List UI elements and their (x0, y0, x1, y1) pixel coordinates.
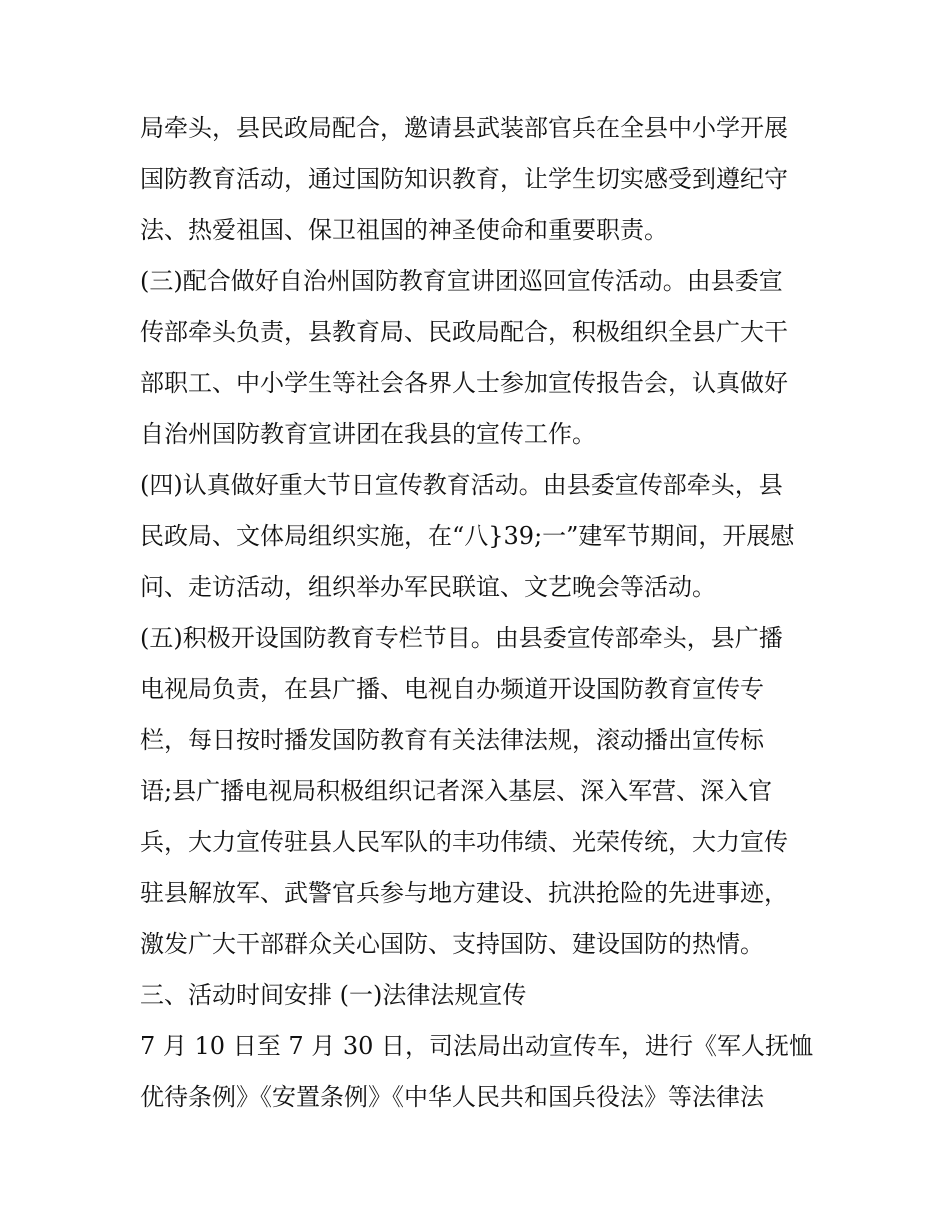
text-line: 自治州国防教育宣讲团在我县的宣传工作。 (140, 420, 596, 448)
text-line: 局牵头，县民政局配合，邀请县武装部官兵在全县中小学开展 (140, 114, 788, 142)
text-line: 电视局负责，在县广播、电视自办频道开设国防教育宣传专 (140, 675, 764, 703)
text-line: (五)积极开设国防教育专栏节目。由县委宣传部牵头，县广播 (140, 624, 783, 652)
text-line: 国防教育活动，通过国防知识教育，让学生切实感受到遵纪守 (140, 165, 788, 193)
text-line: 优待条例》《安置条例》《中华人民共和国兵役法》等法律法 (140, 1083, 764, 1111)
document-body (140, 103, 820, 1123)
text-line: 激发广大干部群众关心国防、支持国防、建设国防的热情。 (140, 930, 764, 958)
text-line: 部职工、中小学生等社会各界人士参加宣传报告会，认真做好 (140, 369, 788, 397)
text-line: 传部牵头负责，县教育局、民政局配合，积极组织全县广大干 (140, 318, 788, 346)
text-line: 民政局、文体局组织实施，在“八}39;一”建军节期间，开展慰 (140, 522, 795, 550)
text-line: (四)认真做好重大节日宣传教育活动。由县委宣传部牵头，县 (140, 471, 783, 499)
text-line: 问、走访活动，组织举办军民联谊、文艺晚会等活动。 (140, 573, 716, 601)
text-line: 7 月 10 日至 7 月 30 日，司法局出动宣传车，进行《军人抚恤 (140, 1032, 814, 1060)
text-line: 语;县广播电视局积极组织记者深入基层、深入军营、深入官 (140, 777, 773, 805)
text-line: 驻县解放军、武警官兵参与地方建设、抗洪抢险的先进事迹， (140, 879, 788, 907)
text-line: (三)配合做好自治州国防教育宣讲团巡回宣传活动。由县委宣 (140, 267, 783, 295)
text-line: 栏，每日按时播发国防教育有关法律法规，滚动播出宣传标 (140, 726, 764, 754)
text-line: 三、活动时间安排 (一)法律法规宣传 (140, 981, 527, 1009)
text-line: 兵，大力宣传驻县人民军队的丰功伟绩、光荣传统，大力宣传 (140, 828, 788, 856)
text-line: 法、热爱祖国、保卫祖国的神圣使命和重要职责。 (140, 216, 668, 244)
